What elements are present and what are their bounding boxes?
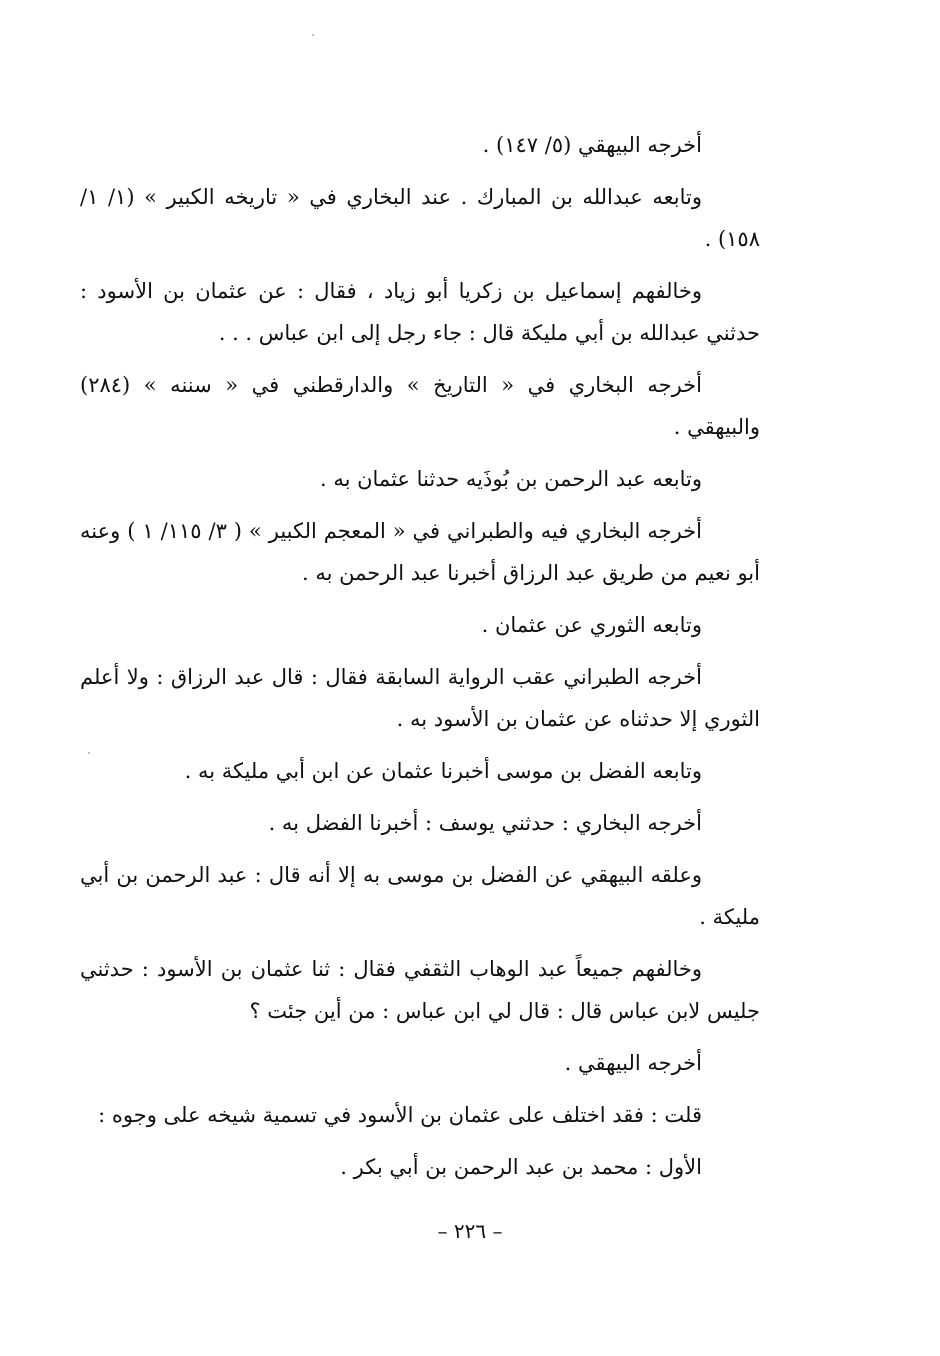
paragraph-5: وتابعه عبد الرحمن بن بُوذَيه حدثنا عثمان به . (319, 467, 702, 491)
paragraph-2: وتابعه عبدالله بن المبارك . عند البخاري في « تاريخه الكبير » (١/ ١/ ١٥٨) . (80, 185, 760, 251)
paragraph-14: قلت : فقد اختلف على عثمان بن الأسود في تسمية شيخه على وجوه : (98, 1103, 702, 1127)
scan-speck (312, 34, 314, 36)
paragraph-15: الأول : محمد بن عبد الرحمن بن أبي بكر . (340, 1155, 702, 1179)
paragraph-6: أخرجه البخاري فيه والطبراني في « المعجم الكبير » ( ٣/ ١١٥/ ١ ) وعنه أبو نعيم من طريق عبد الرزاق أخبرنا عبد الرحمن به . (80, 519, 760, 585)
paragraph-1: أخرجه البيهقي (٥/ ١٤٧) . (482, 133, 702, 157)
paragraph-13: أخرجه البيهقي . (564, 1051, 702, 1075)
page-number: – ٢٢٦ – (437, 1219, 503, 1243)
paragraph-8: أخرجه الطبراني عقب الرواية السابقة فقال : قال عبد الرزاق : ولا أعلم الثوري إلا حدثناه عن عثمان بن الأسود به . (80, 665, 760, 731)
paragraph-11: وعلقه البيهقي عن الفضل بن موسى به إلا أنه قال : عبد الرحمن بن أبي مليكة . (80, 863, 760, 929)
paragraph-9: وتابعه الفضل بن موسى أخبرنا عثمان عن ابن أبي مليكة به . (184, 759, 702, 783)
paragraph-7: وتابعه الثوري عن عثمان . (481, 613, 702, 637)
body-text (80, 124, 760, 1198)
paragraph-12: وخالفهم جميعاً عبد الوهاب الثقفي فقال : ثنا عثمان بن الأسود : حدثني جليس لابن عباس قال : قال لي ابن عباس : من أين جئت ؟ (80, 957, 760, 1023)
paragraph-3: وخالفهم إسماعيل بن زكريا أبو زياد ، فقال : عن عثمان بن الأسود : حدثني عبدالله بن أبي مليكة قال : جاء رجل إلى ابن عباس . . . (80, 279, 760, 345)
paragraph-4: أخرجه البخاري في « التاريخ » والدارقطني في « سننه » (٢٨٤) والبيهقي . (80, 373, 760, 439)
paragraph-10: أخرجه البخاري : حدثني يوسف : أخبرنا الفضل به . (268, 811, 702, 835)
